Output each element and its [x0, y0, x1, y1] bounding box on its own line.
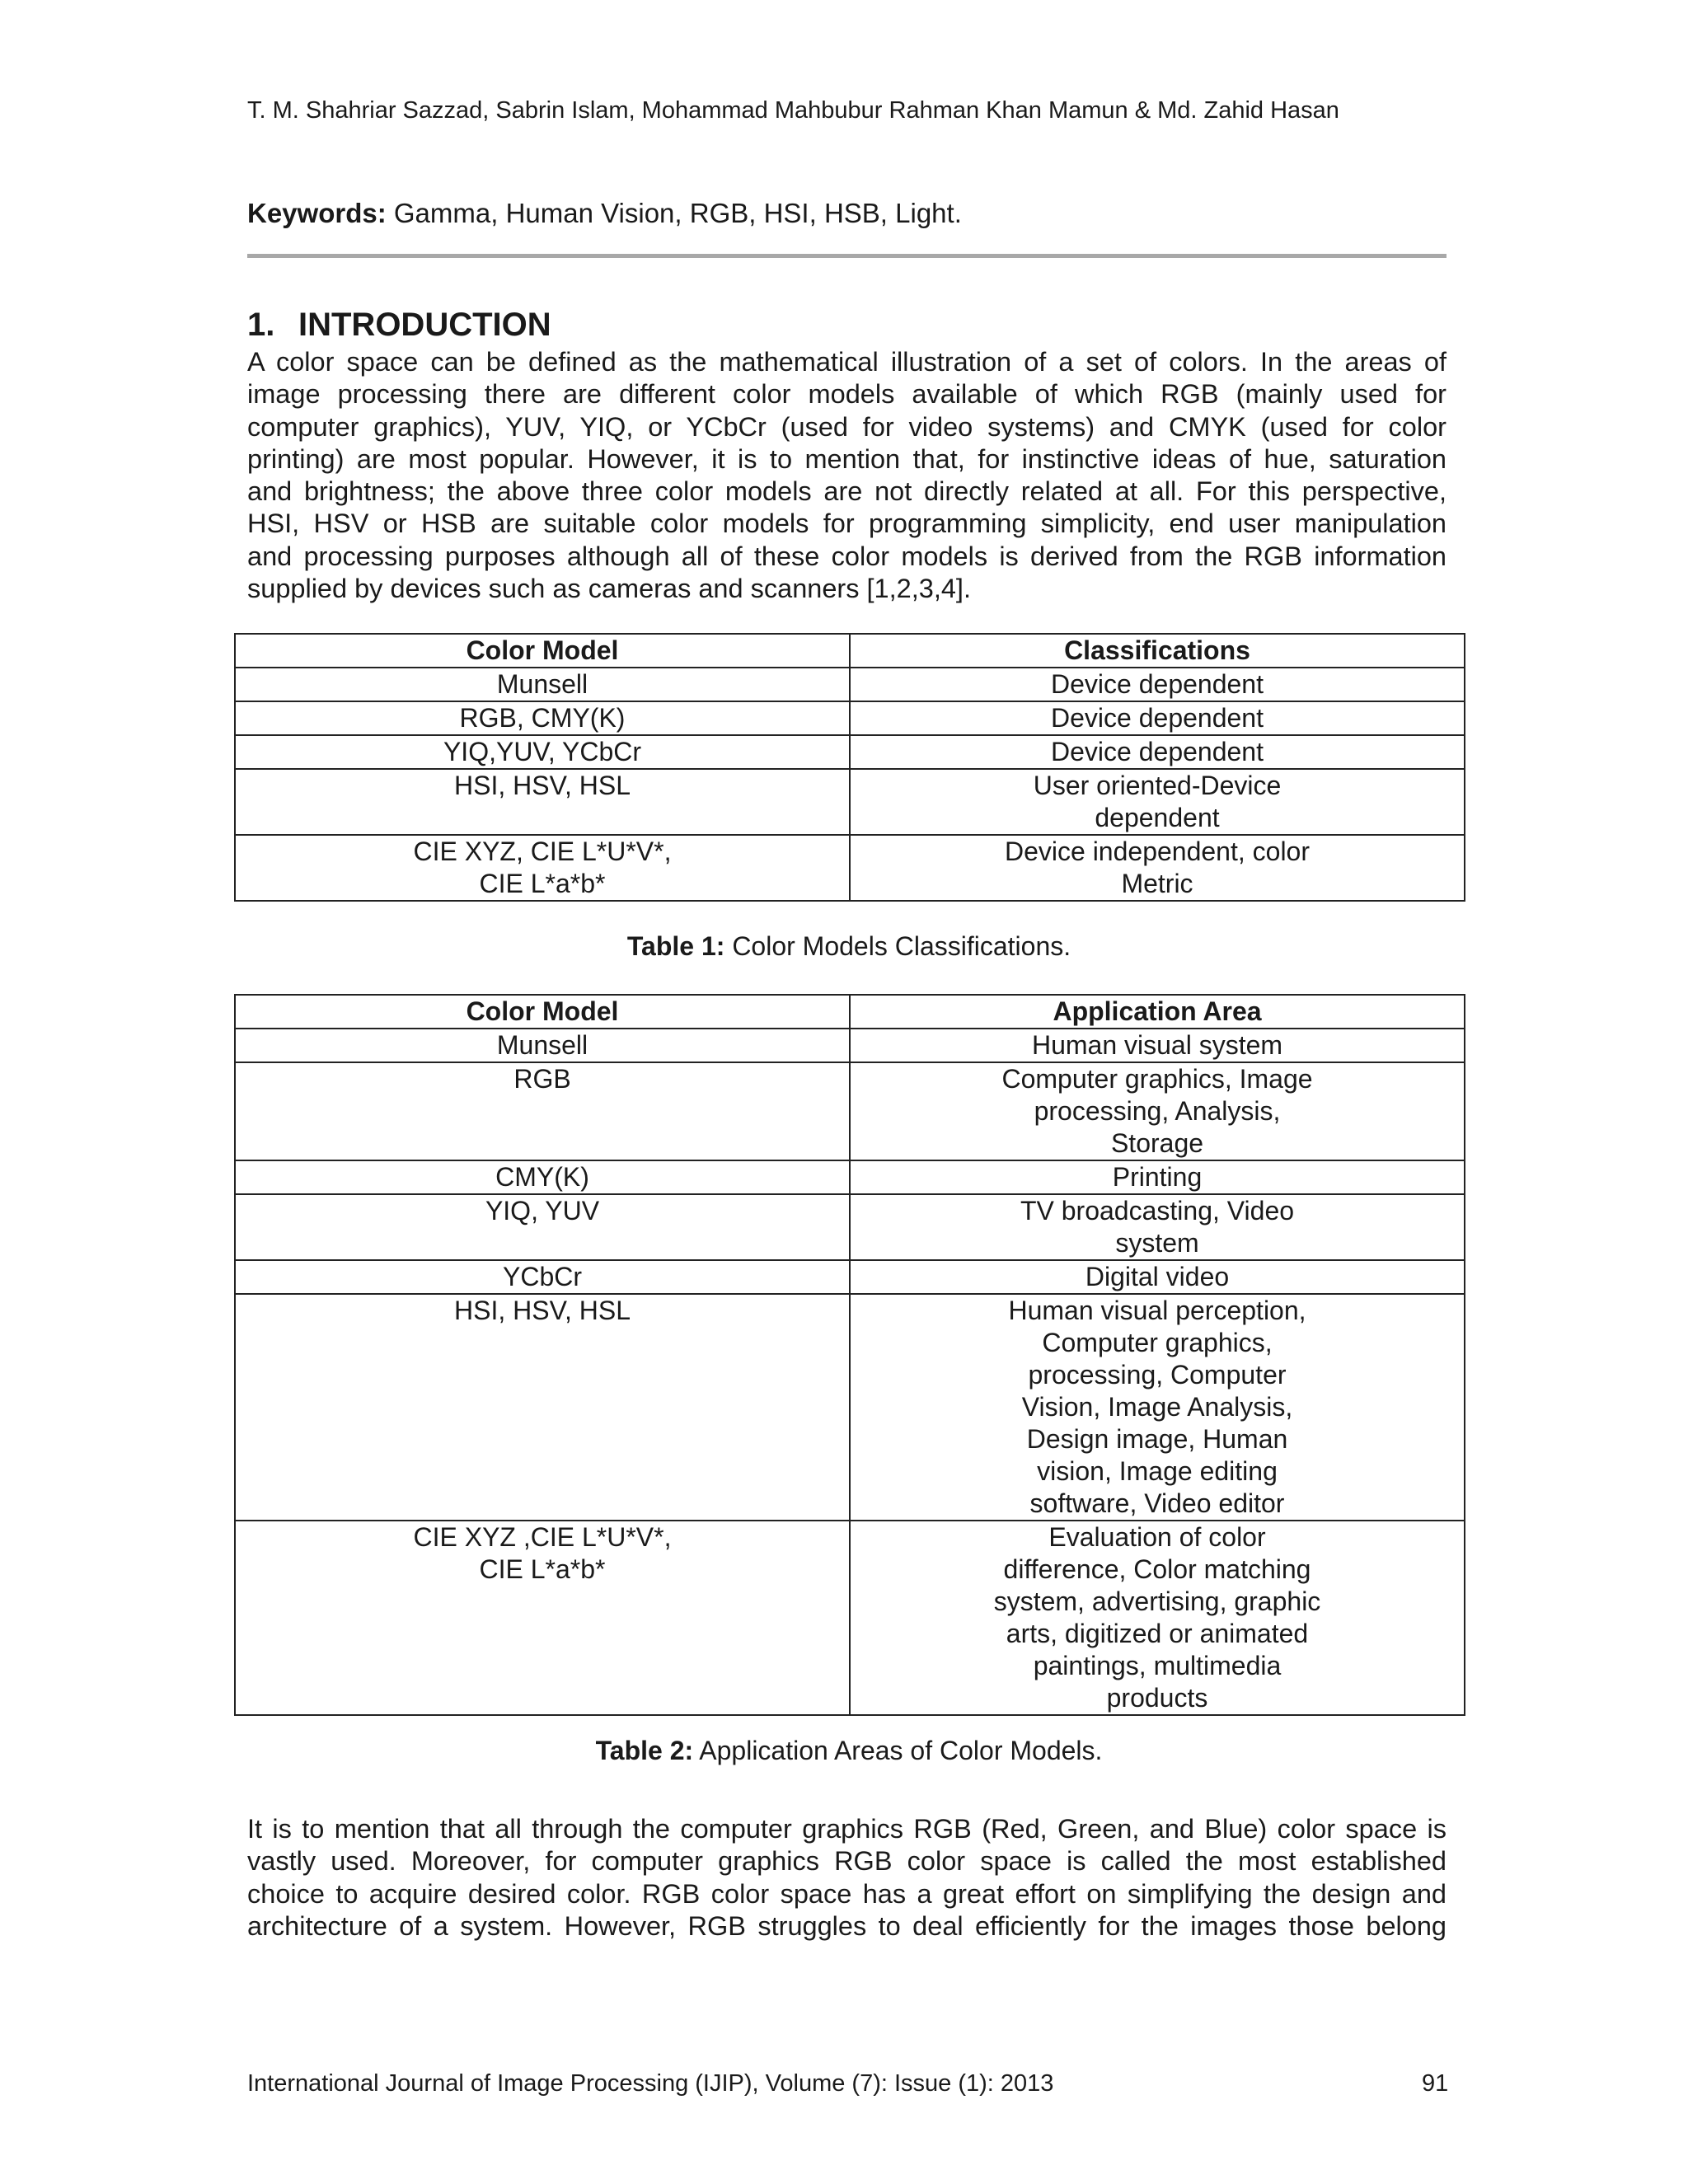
- horizontal-divider: [247, 254, 1447, 258]
- cell-value: [850, 735, 1465, 769]
- cell-color-model: [235, 1260, 850, 1294]
- color-model-classifications-table: [234, 633, 1465, 902]
- section-title: INTRODUCTION: [298, 307, 551, 343]
- table-row: [235, 701, 1465, 735]
- column-header-application-area: Application Area: [850, 995, 1465, 1029]
- page-number: 91: [1422, 2070, 1449, 2097]
- cell-text: TV broadcasting, Video system: [1020, 1196, 1295, 1258]
- cell-value: [850, 701, 1465, 735]
- footer-journal: International Journal of Image Processing (IJIP), Volume (7): Issue (1): 2013: [247, 2070, 1054, 2097]
- cell-text: Device dependent: [1051, 669, 1264, 699]
- cell-text: CIE XYZ, CIE L*U*V*, CIE L*a*b*: [413, 837, 672, 898]
- cell-color-model: [235, 735, 850, 769]
- paragraph-line: choice to acquire desired color. RGB color space has a great effort on simplifying the design and: [247, 1878, 1447, 1909]
- table-row: [235, 1194, 1465, 1260]
- table-row: [235, 1062, 1465, 1160]
- cell-text: HSI, HSV, HSL: [453, 771, 631, 800]
- table2-caption-label: Table 2:: [595, 1736, 694, 1765]
- column-header-color-model: Color Model: [235, 995, 850, 1029]
- paragraph-line: vastly used. Moreover, for computer graphics RGB color space is called the most established: [247, 1846, 1447, 1877]
- cell-text: Device independent, color Metric: [1004, 837, 1310, 898]
- color-model-application-areas-table: [234, 994, 1465, 1716]
- cell-text: Human visual system: [1031, 1030, 1283, 1060]
- cell-color-model: [235, 1160, 850, 1194]
- table-row: [235, 1260, 1465, 1294]
- cell-text: User oriented-Device dependent: [1033, 771, 1282, 832]
- table-header-row: [235, 995, 1465, 1029]
- cell-color-model: [235, 668, 850, 701]
- cell-value: [850, 668, 1465, 701]
- table-row: [235, 1160, 1465, 1194]
- cell-text: Device dependent: [1051, 703, 1264, 733]
- table-header-row: [235, 634, 1465, 668]
- paragraph-line: computer graphics), YUV, YIQ, or YCbCr (used for video systems) and CMYK (used for color: [247, 411, 1447, 442]
- table-row: [235, 1029, 1465, 1062]
- paragraph-line: image processing there are different color models available of which RGB (mainly used for: [247, 379, 1447, 410]
- cell-value: [850, 1160, 1465, 1194]
- cell-value: [850, 769, 1465, 835]
- cell-value: [850, 1260, 1465, 1294]
- paragraph-line: and brightness; the above three color models are not directly related at all. For this perspective,: [247, 476, 1447, 507]
- table-row: [235, 735, 1465, 769]
- cell-text: RGB: [513, 1064, 571, 1094]
- cell-text: CIE XYZ ,CIE L*U*V*, CIE L*a*b*: [413, 1522, 672, 1584]
- paragraph-line: architecture of a system. However, RGB struggles to deal efficiently for the images those belong: [247, 1910, 1447, 1941]
- table-row: [235, 668, 1465, 701]
- table2-caption: [0, 1736, 1688, 1766]
- cell-color-model: [235, 701, 850, 735]
- cell-color-model: [235, 835, 850, 901]
- section-heading: [247, 307, 551, 344]
- cell-value: [850, 1029, 1465, 1062]
- cell-value: [850, 1062, 1465, 1160]
- body-paragraph: [247, 1813, 1447, 1943]
- paragraph-line: It is to mention that all through the computer graphics RGB (Red, Green, and Blue) color space is: [247, 1814, 1447, 1844]
- column-header-classifications: Classifications: [850, 634, 1465, 668]
- cell-color-model: [235, 1029, 850, 1062]
- cell-text: Munsell: [496, 669, 588, 699]
- section-number: 1.: [247, 307, 275, 343]
- paragraph-line: HSI, HSV or HSB are suitable color models for programming simplicity, end user manipulation: [247, 509, 1447, 539]
- cell-text: YIQ,YUV, YCbCr: [443, 737, 642, 766]
- cell-text: CMY(K): [495, 1162, 589, 1192]
- column-header-color-model: Color Model: [235, 634, 850, 668]
- cell-text: HSI, HSV, HSL: [453, 1296, 631, 1325]
- cell-value: [850, 835, 1465, 901]
- keywords-line: [247, 198, 962, 229]
- cell-text: Printing: [1112, 1162, 1203, 1192]
- table1-caption-label: Table 1:: [626, 931, 725, 961]
- table1-caption: [0, 931, 1688, 962]
- cell-color-model: [235, 1294, 850, 1521]
- table-row: [235, 835, 1465, 901]
- paragraph-line: A color space can be defined as the mathematical illustration of a set of colors. In the areas of: [247, 347, 1447, 377]
- cell-text: RGB, CMY(K): [459, 703, 626, 733]
- cell-text: Computer graphics, Image processing, Analysis, Storage: [1001, 1064, 1313, 1158]
- cell-text: Device dependent: [1051, 737, 1264, 766]
- paragraph-line: and processing purposes although all of these color models is derived from the RGB information: [247, 541, 1447, 571]
- cell-text: YIQ, YUV: [485, 1196, 600, 1226]
- cell-value: [850, 1194, 1465, 1260]
- cell-color-model: [235, 1521, 850, 1715]
- table1-caption-text: Color Models Classifications.: [724, 931, 1071, 961]
- running-header-authors: T. M. Shahriar Sazzad, Sabrin Islam, Mohammad Mahbubur Rahman Khan Mamun & Md. Zahid Hasan: [247, 97, 1339, 124]
- table-row: [235, 1294, 1465, 1521]
- cell-value: [850, 1294, 1465, 1521]
- keywords-text: Gamma, Human Vision, RGB, HSI, HSB, Light.: [386, 198, 962, 228]
- table-row: [235, 769, 1465, 835]
- keywords-label: Keywords:: [247, 198, 387, 228]
- paragraph-line: supplied by devices such as cameras and scanners [1,2,3,4].: [247, 574, 971, 604]
- cell-text: Digital video: [1085, 1262, 1230, 1291]
- table-row: [235, 1521, 1465, 1715]
- cell-text: YCbCr: [502, 1262, 582, 1291]
- cell-text: Munsell: [496, 1030, 588, 1060]
- paragraph-line: printing) are most popular. However, it is to mention that, for instinctive ideas of hue, saturation: [247, 443, 1447, 474]
- cell-text: Human visual perception, Computer graphics, processing, Computer Vision, Image Analysis, Design image, Human vision, Image editing software, Video editor: [1008, 1296, 1306, 1518]
- table2-caption-text: Application Areas of Color Models.: [693, 1736, 1103, 1765]
- cell-value: [850, 1521, 1465, 1715]
- cell-color-model: [235, 769, 850, 835]
- cell-color-model: [235, 1194, 850, 1260]
- cell-color-model: [235, 1062, 850, 1160]
- cell-text: Evaluation of color difference, Color matching system, advertising, graphic arts, digitized or animated paintings, multimedia products: [993, 1522, 1321, 1713]
- intro-paragraph: [247, 346, 1447, 605]
